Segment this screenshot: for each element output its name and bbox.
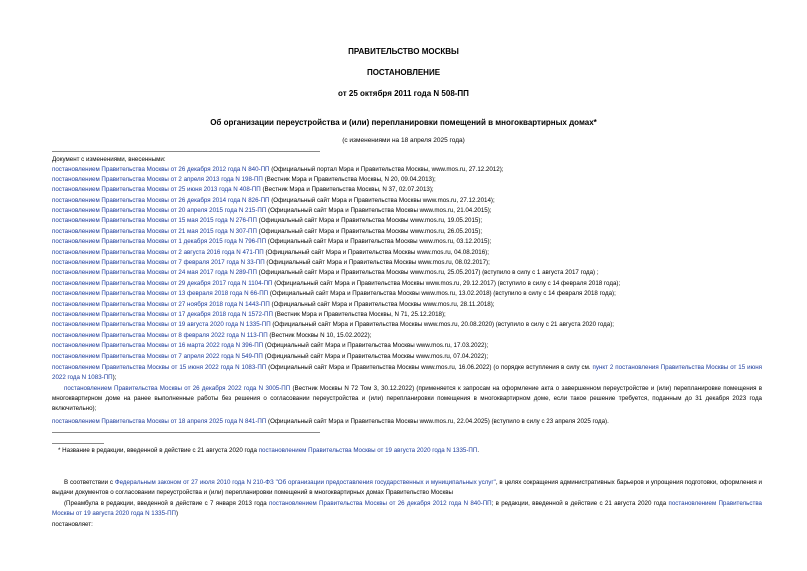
amendment-source: (Официальный сайт Мэра и Правительства Москвы www.mos.ru, 27.12.2014); bbox=[269, 197, 495, 204]
amendment-row bbox=[52, 331, 762, 341]
amendment-row-3005 bbox=[52, 384, 762, 414]
amendment-source: (Официальный сайт Мэра и Правительства Москвы www.mos.ru, 19.05.2015); bbox=[256, 217, 483, 224]
amendment-link[interactable]: постановлением Правительства Москвы от 26 декабря 2012 года N 840-ПП bbox=[52, 166, 270, 173]
amendment-clause-link[interactable]: пункт 2 постановления Правительства Москвы от 15 июня 2022 года N 1083-ПП bbox=[52, 364, 762, 381]
amendment-row bbox=[52, 320, 762, 330]
amendment-source: (Официальный сайт Мэра и Правительства Москвы www.mos.ru, 25.05.2017) (вступило в силу с 1 августа 2017 года) ; bbox=[256, 269, 599, 276]
amendment-source: (Официальный сайт Мэра и Правительства Москвы www.mos.ru, 28.11.2018); bbox=[269, 301, 495, 308]
preamble-edit-note bbox=[52, 499, 762, 519]
footnote-link[interactable]: постановлением Правительства Москвы от 19 августа 2020 года N 1335-ПП bbox=[258, 447, 478, 454]
amendment-link[interactable]: постановлением Правительства Москвы от 16 марта 2022 года N 396-ПП bbox=[52, 342, 264, 349]
amendment-row bbox=[52, 341, 762, 351]
amendment-row bbox=[52, 216, 762, 226]
amendment-link[interactable]: постановлением Правительства Москвы от 15 мая 2015 года N 276-ПП bbox=[52, 217, 257, 224]
amendment-row bbox=[52, 352, 762, 362]
amendment-row bbox=[52, 165, 762, 175]
preamble-paragraph bbox=[52, 478, 762, 498]
amendment-source: (Вестник Москвы N 72 Том 3, 30.12.2022) (применяется к запросам на оформление акта о завершенном переустройстве и (или) перепланировке помещения в многоквартирном доме на ранее выполненные работы без решения о согласовании переустройства и (или) перепланировки помещения в многоквартирном доме, если такое решение требуется, поданным до 31 декабря 2023 года включительно); bbox=[52, 385, 763, 412]
amendment-row bbox=[52, 258, 762, 268]
amendments-intro: Документ с изменениями, внесенными: bbox=[52, 156, 166, 163]
amendment-source: (Вестник Мэра и Правительства Москвы, N 20, 09.04.2013); bbox=[262, 176, 436, 183]
edit-note-text: (Преамбула в редакции, введенной в действие с 7 января 2013 года bbox=[64, 500, 269, 507]
amendment-source: (Официальный сайт Мэра и Правительства Москвы www.mos.ru, 20.08.2020) (вступило в силу с 21 августа 2020 года); bbox=[270, 321, 614, 328]
amendment-row bbox=[52, 248, 762, 258]
document-type: ПОСТАНОВЛЕНИЕ bbox=[366, 68, 441, 77]
federal-law-link[interactable]: Федеральным законом от 27 июля 2010 года N 210-ФЗ "Об организации предоставления государственных и муниципальных услуг" bbox=[114, 479, 496, 486]
preamble-text: , в целях сокращения административных барьеров и упрощения подготовки, оформления и выдачи документов о согласовании переустройства и (или) перепланировки помещений в многоквартирных домах Правительство Москвы bbox=[52, 479, 762, 496]
amendment-link[interactable]: постановлением Правительства Москвы от 2 апреля 2013 года N 198-ПП bbox=[52, 176, 263, 183]
amendment-link[interactable]: постановлением Правительства Москвы от 18 апреля 2025 года N 841-ПП bbox=[52, 418, 267, 425]
footnote-divider bbox=[52, 443, 104, 444]
amendment-row bbox=[52, 206, 762, 216]
amendment-link[interactable]: постановлением Правительства Москвы от 2 августа 2016 года N 471-ПП bbox=[52, 249, 264, 256]
amendment-link[interactable]: постановлением Правительства Москвы от 26 декабря 2022 года N 3005-ПП bbox=[64, 385, 291, 392]
document-title: Об организации переустройства и (или) перепланировки помещений в многоквартирных домах* bbox=[210, 118, 597, 127]
amendment-row bbox=[52, 227, 762, 237]
amendment-source: (Официальный сайт Мэра и Правительства Москвы www.mos.ru, 04.08.2016); bbox=[263, 249, 489, 256]
amendment-source: (Официальный сайт Мэра и Правительства Москвы www.mos.ru, 21.04.2015); bbox=[266, 207, 492, 214]
amendment-source: (Официальный сайт Мэра и Правительства Москвы www.mos.ru, 13.02.2018) (вступило в силу с 14 февраля 2018 года); bbox=[268, 290, 616, 297]
amendment-link[interactable]: постановлением Правительства Москвы от 13 февраля 2018 года N 66-ПП bbox=[52, 290, 269, 297]
amendment-link[interactable]: постановлением Правительства Москвы от 25 июня 2013 года N 408-ПП bbox=[52, 186, 261, 193]
amendment-row bbox=[52, 268, 762, 278]
amendment-row bbox=[52, 279, 762, 289]
amendment-row bbox=[52, 289, 762, 299]
divider-top bbox=[52, 151, 320, 152]
resolves-text: постановляет: bbox=[52, 521, 93, 528]
government-name: ПРАВИТЕЛЬСТВО МОСКВЫ bbox=[348, 47, 459, 56]
divider-bottom bbox=[52, 432, 320, 433]
edit-note-link[interactable]: постановлением Правительства Москвы от 26 декабря 2012 года N 840-ПП bbox=[269, 500, 492, 507]
amendment-source: (Вестник Мэра и Правительства Москвы, N 71, 25.12.2018); bbox=[272, 311, 446, 318]
amendment-source: (Официальный сайт Мэра и Правительства Москвы www.mos.ru, 26.05.2015); bbox=[256, 228, 483, 235]
amendment-link[interactable]: постановлением Правительства Москвы от 7 апреля 2022 года N 549-ПП bbox=[52, 353, 263, 360]
document-date: от 25 октября 2011 года N 508-ПП bbox=[338, 89, 469, 98]
edit-note-text: ) bbox=[176, 510, 179, 517]
revision-note: (с изменениями на 18 апреля 2025 года) bbox=[342, 137, 465, 144]
amendment-source: (Официальный сайт Мэра и Правительства Москвы www.mos.ru, 22.04.2025) (вступило в силу с 23 апреля 2025 года). bbox=[266, 418, 609, 425]
amendment-link[interactable]: постановлением Правительства Москвы от 27 ноября 2018 года N 1443-ПП bbox=[52, 301, 270, 308]
amendment-link[interactable]: постановлением Правительства Москвы от 15 июня 2022 года N 1083-ПП bbox=[52, 364, 267, 371]
amendment-source: (Вестник Мэра и Правительства Москвы, N 37, 02.07.2013); bbox=[260, 186, 434, 193]
amendment-row-841 bbox=[52, 417, 762, 427]
amendment-link[interactable]: постановлением Правительства Москвы от 29 декабря 2017 года N 1104-ПП bbox=[52, 280, 273, 287]
preamble-text: В соответствии с bbox=[64, 479, 115, 486]
amendment-link[interactable]: постановлением Правительства Москвы от 7 февраля 2017 года N 33-ПП bbox=[52, 259, 265, 266]
amendment-row bbox=[52, 196, 762, 206]
amendment-source: (Вестник Москвы N 10, 15.02.2022); bbox=[267, 332, 372, 339]
amendment-link[interactable]: постановлением Правительства Москвы от 17 декабря 2018 года N 1572-ПП bbox=[52, 311, 273, 318]
edit-note-link[interactable]: постановлением Правительства Москвы от 19 августа 2020 года N 1335-ПП bbox=[52, 500, 762, 517]
amendment-tail: ); bbox=[112, 374, 117, 381]
footnote bbox=[58, 447, 479, 454]
amendment-row bbox=[52, 310, 762, 320]
amendment-source: (Официальный сайт Мэра и Правительства Москвы www.mos.ru, 08.02.2017); bbox=[264, 259, 490, 266]
amendment-source: (Официальный сайт Мэра и Правительства Москвы www.mos.ru, 17.03.2022); bbox=[263, 342, 489, 349]
footnote-text: * Название в редакции, введенной в действие с 21 августа 2020 года bbox=[58, 447, 259, 454]
amendment-source: (Официальный сайт Мэра и Правительства Москвы www.mos.ru, 29.12.2017) (вступило в силу с 14 февраля 2018 года); bbox=[272, 280, 621, 287]
amendment-source: (Официальный сайт Мэра и Правительства Москвы www.mos.ru, 07.04.2022); bbox=[262, 353, 489, 360]
amendment-row-1083 bbox=[52, 363, 762, 383]
amendment-source: (Официальный сайт Мэра и Правительства Москвы www.mos.ru, 03.12.2015); bbox=[266, 238, 492, 245]
amendment-link[interactable]: постановлением Правительства Москвы от 21 мая 2015 года N 307-ПП bbox=[52, 228, 257, 235]
amendment-link[interactable]: постановлением Правительства Москвы от 20 апреля 2015 года N 215-ПП bbox=[52, 207, 267, 214]
amendment-row bbox=[52, 300, 762, 310]
edit-note-text: ; в редакции, введенной в действие с 21 августа 2020 года bbox=[491, 500, 669, 507]
footnote-tail: . bbox=[477, 447, 480, 454]
amendment-row bbox=[52, 175, 762, 185]
amendment-link[interactable]: постановлением Правительства Москвы от 8 февраля 2022 года N 113-ПП bbox=[52, 332, 268, 339]
amendment-source: (Официальный портал Мэра и Правительства Москвы, www.mos.ru, 27.12.2012); bbox=[269, 166, 504, 173]
amendment-row bbox=[52, 185, 762, 195]
amendment-link[interactable]: постановлением Правительства Москвы от 1 декабря 2015 года N 796-ПП bbox=[52, 238, 267, 245]
amendment-link[interactable]: постановлением Правительства Москвы от 19 августа 2020 года N 1335-ПП bbox=[52, 321, 271, 328]
amendment-link[interactable]: постановлением Правительства Москвы от 24 мая 2017 года N 289-ПП bbox=[52, 269, 257, 276]
amendment-link[interactable]: постановлением Правительства Москвы от 26 декабря 2014 года N 826-ПП bbox=[52, 197, 270, 204]
amendment-row bbox=[52, 237, 762, 247]
amendment-source: (Официальный сайт Мэра и Правительства Москвы www.mos.ru, 16.06.2022) (о порядке вступления в силу см. bbox=[266, 364, 593, 371]
